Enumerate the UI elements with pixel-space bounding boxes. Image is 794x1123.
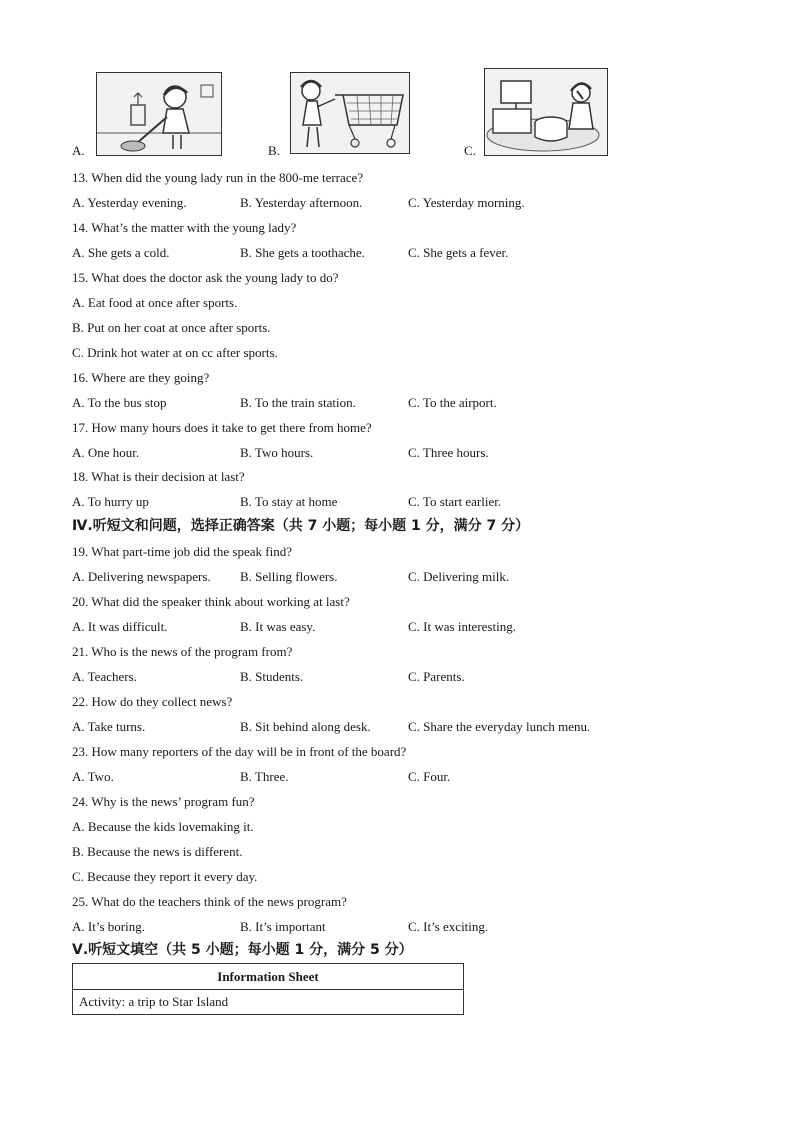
question-21-option-b[interactable]: B. Students.: [240, 669, 304, 684]
question-19-option-c[interactable]: C. Delivering milk.: [408, 569, 510, 584]
question-23-option-b[interactable]: B. Three.: [240, 769, 289, 784]
picture-option-b-label: B.: [268, 143, 280, 158]
question-20-stem: 20. What did the speaker think about working at last?: [72, 594, 350, 609]
question-17-stem: 17. How many hours does it take to get there from home?: [72, 420, 372, 435]
question-25-stem: 25. What do the teachers think of the news program?: [72, 894, 347, 909]
question-15-stem: 15. What does the doctor ask the young lady to do?: [72, 270, 339, 285]
picture-option-c-label: C.: [464, 143, 476, 158]
question-17-option-c[interactable]: C. Three hours.: [408, 445, 489, 460]
question-13-option-c[interactable]: C. Yesterday morning.: [408, 195, 525, 210]
table-divider: [73, 989, 463, 990]
girl-on-phone-near-tv-icon[interactable]: [484, 68, 608, 156]
question-18-option-b[interactable]: B. To stay at home: [240, 494, 338, 509]
question-24-option-a[interactable]: A. Because the kids lovemaking it.: [72, 819, 254, 834]
question-21-option-c[interactable]: C. Parents.: [408, 669, 465, 684]
question-17-option-a[interactable]: A. One hour.: [72, 445, 140, 460]
question-19-stem: 19. What part-time job did the speak find?: [72, 544, 292, 559]
question-22-option-b[interactable]: B. Sit behind along desk.: [240, 719, 371, 734]
question-19-option-a[interactable]: A. Delivering newspapers.: [72, 569, 211, 584]
question-25-option-b[interactable]: B. It’s important: [240, 919, 326, 934]
section-v-heading: Ⅴ.听短文填空（共 5 小题；每小题 1 分，满分 5 分）: [72, 942, 413, 958]
question-23-option-a[interactable]: A. Two.: [72, 769, 114, 784]
information-sheet-activity-row: Activity: a trip to Star Island: [79, 994, 229, 1009]
question-22-stem: 22. How do they collect news?: [72, 694, 233, 709]
question-20-option-c[interactable]: C. It was interesting.: [408, 619, 516, 634]
question-18-option-c[interactable]: C. To start earlier.: [408, 494, 502, 509]
girl-pushing-shopping-cart-icon[interactable]: [290, 72, 410, 154]
question-22-option-c[interactable]: C. Share the everyday lunch menu.: [408, 719, 591, 734]
question-14-option-c[interactable]: C. She gets a fever.: [408, 245, 509, 260]
question-20-option-b[interactable]: B. It was easy.: [240, 619, 316, 634]
question-24-stem: 24. Why is the news’ program fun?: [72, 794, 255, 809]
question-15-option-c[interactable]: C. Drink hot water at on cc after sports.: [72, 345, 278, 360]
question-13-option-b[interactable]: B. Yesterday afternoon.: [240, 195, 363, 210]
question-14-stem: 14. What’s the matter with the young lady?: [72, 220, 297, 235]
question-21-option-a[interactable]: A. Teachers.: [72, 669, 137, 684]
question-13-option-a[interactable]: A. Yesterday evening.: [72, 195, 187, 210]
information-sheet-table: [72, 963, 464, 1015]
information-sheet-title: Information Sheet: [217, 969, 319, 984]
girl-mopping-floor-icon[interactable]: [96, 72, 222, 156]
question-17-option-b[interactable]: B. Two hours.: [240, 445, 314, 460]
question-18-stem: 18. What is their decision at last?: [72, 469, 245, 484]
question-25-option-c[interactable]: C. It’s exciting.: [408, 919, 489, 934]
question-25-option-a[interactable]: A. It’s boring.: [72, 919, 145, 934]
question-16-option-a[interactable]: A. To the bus stop: [72, 395, 167, 410]
question-13-stem: 13. When did the young lady run in the 800-me terrace?: [72, 170, 364, 185]
question-16-stem: 16. Where are they going?: [72, 370, 210, 385]
section-iv-heading: Ⅳ.听短文和问题，选择正确答案（共 7 小题；每小题 1 分，满分 7 分）: [72, 518, 530, 534]
question-22-option-a[interactable]: A. Take turns.: [72, 719, 146, 734]
question-14-option-b[interactable]: B. She gets a toothache.: [240, 245, 365, 260]
question-15-option-b[interactable]: B. Put on her coat at once after sports.: [72, 320, 271, 335]
question-24-option-c[interactable]: C. Because they report it every day.: [72, 869, 258, 884]
picture-option-a-label: A.: [72, 143, 85, 158]
picture-options: [72, 66, 632, 162]
question-14-option-a[interactable]: A. She gets a cold.: [72, 245, 170, 260]
question-15-option-a[interactable]: A. Eat food at once after sports.: [72, 295, 238, 310]
question-23-option-c[interactable]: C. Four.: [408, 769, 451, 784]
question-23-stem: 23. How many reporters of the day will be in front of the board?: [72, 744, 407, 759]
question-19-option-b[interactable]: B. Selling flowers.: [240, 569, 338, 584]
question-18-option-a[interactable]: A. To hurry up: [72, 494, 149, 509]
question-24-option-b[interactable]: B. Because the news is different.: [72, 844, 243, 859]
question-21-stem: 21. Who is the news of the program from?: [72, 644, 293, 659]
question-16-option-b[interactable]: B. To the train station.: [240, 395, 356, 410]
question-16-option-c[interactable]: C. To the airport.: [408, 395, 497, 410]
question-20-option-a[interactable]: A. It was difficult.: [72, 619, 168, 634]
